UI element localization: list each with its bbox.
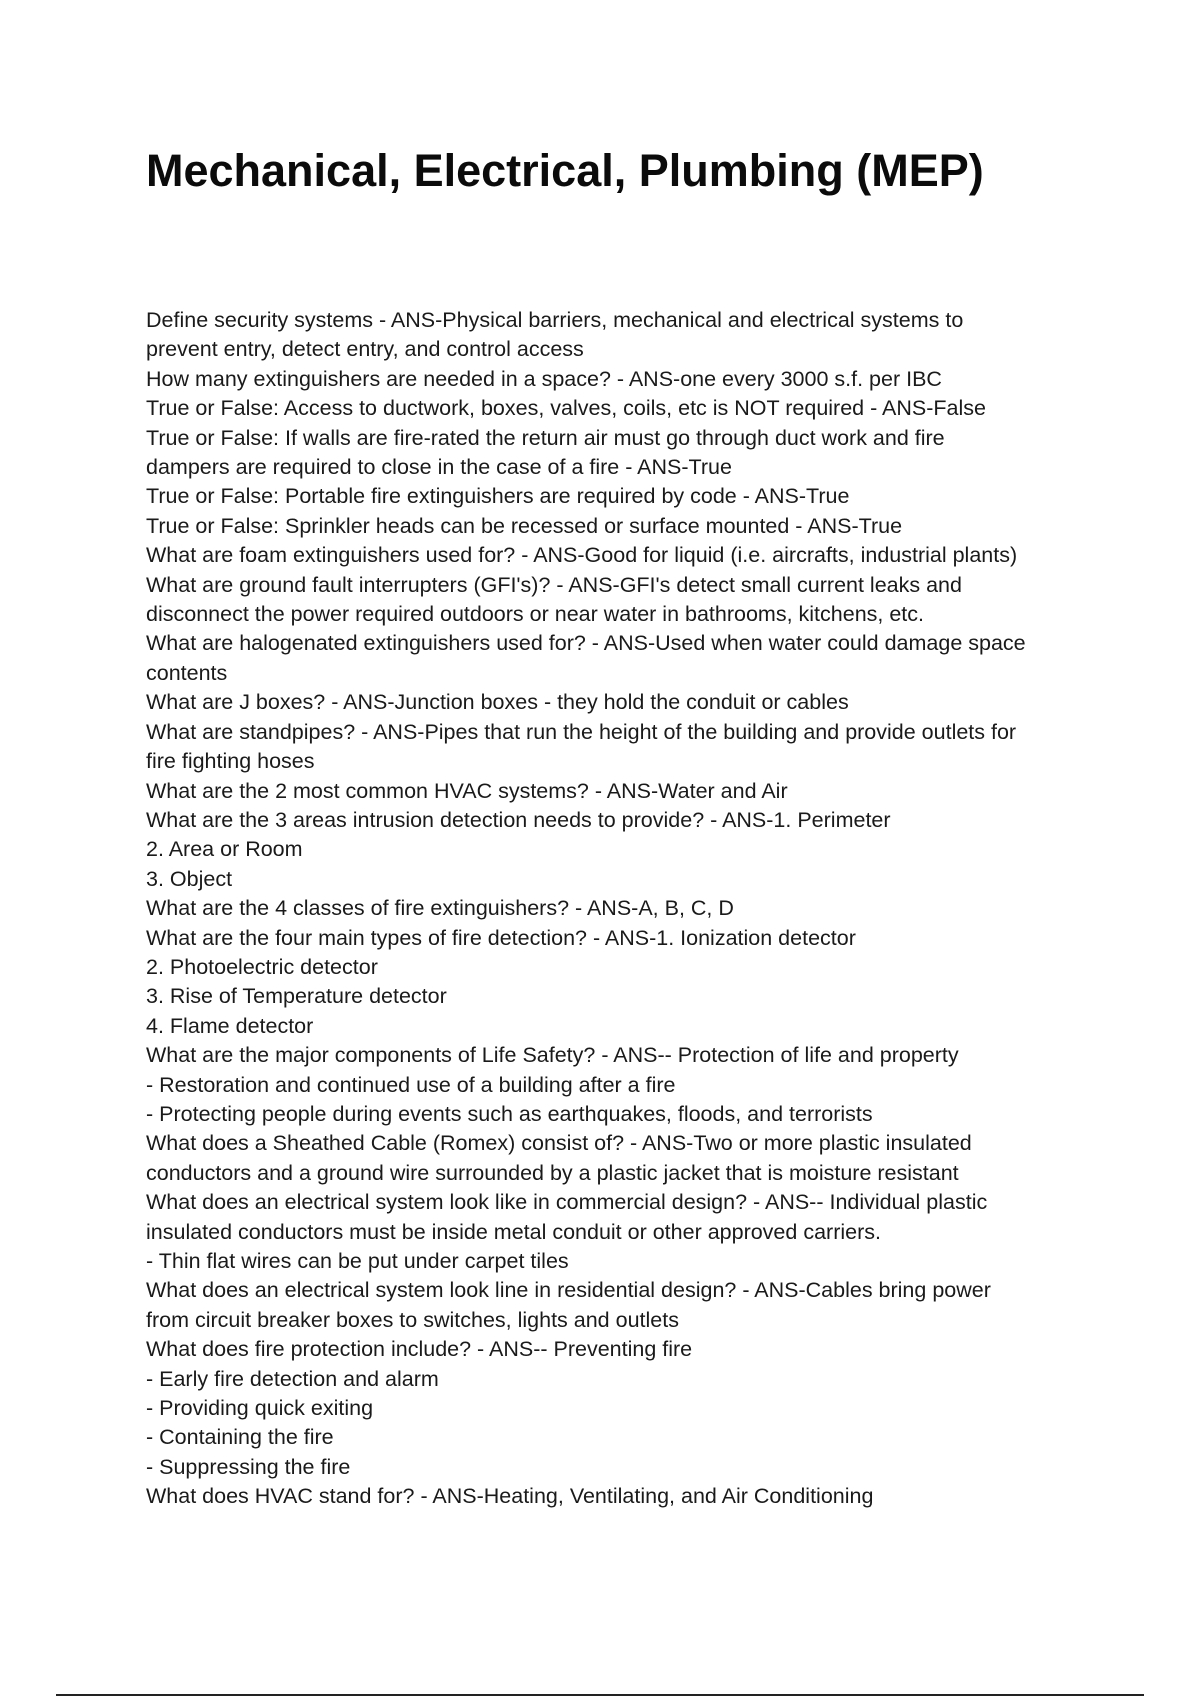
qa-text-line: True or False: Access to ductwork, boxes, valves, coils, etc is NOT required - ANS-False bbox=[146, 396, 986, 421]
qa-text-line: disconnect the power required outdoors or near water in bathrooms, kitchens, etc. bbox=[146, 602, 924, 627]
qa-text-line: True or False: Sprinkler heads can be recessed or surface mounted - ANS-True bbox=[146, 513, 903, 538]
qa-text-line: What are ground fault interrupters (GFI's)? - ANS-GFI's detect small current leaks and bbox=[146, 572, 962, 597]
qa-text-line: 3. Object bbox=[146, 866, 233, 891]
qa-text-line: What are the four main types of fire detection? - ANS-1. Ionization detector bbox=[146, 925, 856, 950]
qa-text-line: prevent entry, detect entry, and control access bbox=[146, 337, 584, 362]
qa-text-line: Define security systems - ANS-Physical barriers, mechanical and electrical systems to bbox=[146, 308, 964, 332]
qa-text-line: What are the 3 areas intrusion detection needs to provide? - ANS-1. Perimeter bbox=[146, 807, 891, 832]
qa-text-line: 3. Rise of Temperature detector bbox=[146, 984, 447, 1009]
qa-text-line: What does HVAC stand for? - ANS-Heating, Ventilating, and Air Conditioning bbox=[146, 1484, 874, 1509]
qa-text-line: fire fighting hoses bbox=[146, 749, 315, 774]
qa-text-line: What are standpipes? - ANS-Pipes that run the height of the building and provide outlets for bbox=[146, 719, 1017, 744]
document-title: Mechanical, Electrical, Plumbing (MEP) bbox=[146, 145, 984, 196]
qa-text-line: What does fire protection include? - ANS-- Preventing fire bbox=[146, 1337, 693, 1362]
qa-text-line: 2. Area or Room bbox=[146, 837, 303, 862]
qa-text-line: What are the major components of Life Safety? - ANS-- Protection of life and property bbox=[146, 1043, 959, 1068]
qa-text-line: What are the 2 most common HVAC systems? - ANS-Water and Air bbox=[146, 778, 788, 803]
footer-divider bbox=[56, 1694, 1144, 1696]
qa-text-line: What are J boxes? - ANS-Junction boxes - they hold the conduit or cables bbox=[146, 690, 849, 715]
qa-text-line: What does an electrical system look like in commercial design? - ANS-- Individual plastic bbox=[146, 1190, 988, 1215]
qa-text-line: True or False: Portable fire extinguishers are required by code - ANS-True bbox=[146, 484, 850, 509]
qa-text-line: - Providing quick exiting bbox=[146, 1396, 374, 1421]
qa-text-line: 2. Photoelectric detector bbox=[146, 954, 378, 979]
qa-text-line: What does a Sheathed Cable (Romex) consist of? - ANS-Two or more plastic insulated bbox=[146, 1131, 972, 1156]
qa-text-line: - Containing the fire bbox=[146, 1425, 334, 1450]
qa-text-line: - Restoration and continued use of a building after a fire bbox=[146, 1072, 676, 1097]
qa-text-line: - Thin flat wires can be put under carpet tiles bbox=[146, 1249, 569, 1273]
qa-text-line: What does an electrical system look line in residential design? - ANS-Cables bring power bbox=[146, 1278, 991, 1303]
qa-text-line: - Suppressing the fire bbox=[146, 1454, 351, 1479]
qa-text-line: insulated conductors must be inside metal conduit or other approved carriers. bbox=[146, 1219, 881, 1244]
qa-text-line: - Early fire detection and alarm bbox=[146, 1366, 439, 1391]
qa-text-line: What are the 4 classes of fire extinguishers? - ANS-A, B, C, D bbox=[146, 896, 734, 921]
qa-text-line: dampers are required to close in the case of a fire - ANS-True bbox=[146, 455, 732, 480]
qa-text-line: conductors and a ground wire surrounded by a plastic jacket that is moisture resistant bbox=[146, 1160, 959, 1185]
qa-text-line: - Protecting people during events such as earthquakes, floods, and terrorists bbox=[146, 1101, 873, 1126]
qa-text-line: 4. Flame detector bbox=[146, 1013, 314, 1038]
qa-text-line: True or False: If walls are fire-rated the return air must go through duct work and fire bbox=[146, 425, 945, 450]
qa-text-line: What are halogenated extinguishers used for? - ANS-Used when water could damage space bbox=[146, 631, 1026, 656]
qa-text-line: What are foam extinguishers used for? - ANS-Good for liquid (i.e. aircrafts, industrial plants) bbox=[146, 543, 1018, 568]
qa-text-line: contents bbox=[146, 660, 228, 685]
qa-text-line: from circuit breaker boxes to switches, lights and outlets bbox=[146, 1307, 679, 1332]
qa-text-body bbox=[146, 306, 1076, 1512]
qa-text-line: How many extinguishers are needed in a space? - ANS-one every 3000 s.f. per IBC bbox=[146, 366, 942, 391]
